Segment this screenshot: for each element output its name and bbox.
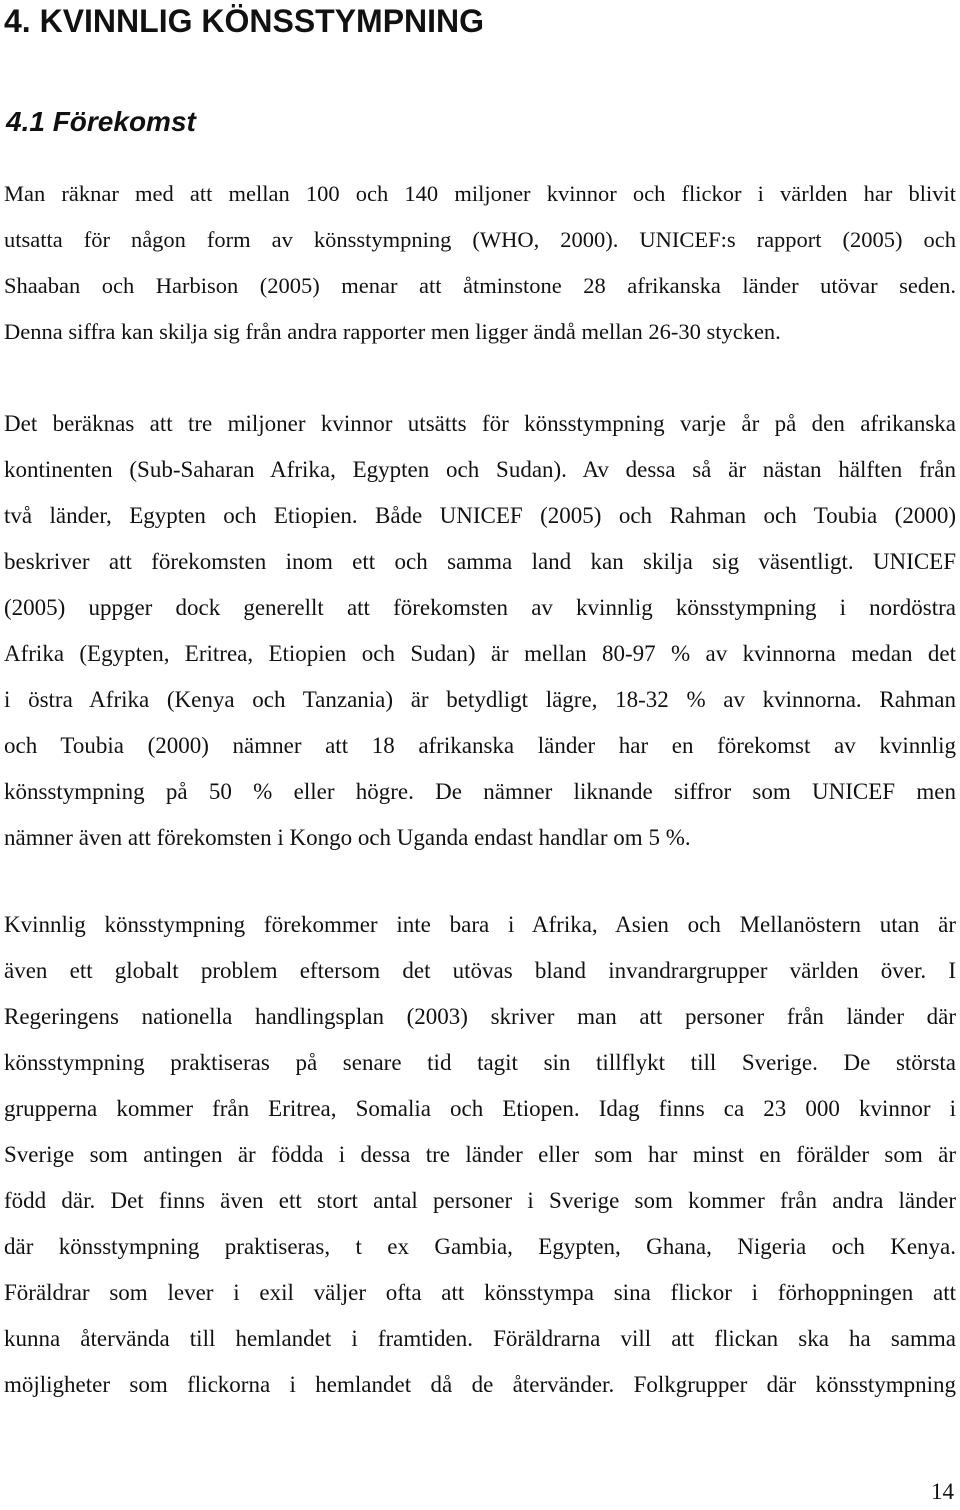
text-line: kunna återvända till hemlandet i framtiden. Föräldrarna vill att flickan ska ha samma — [4, 1326, 956, 1351]
chapter-heading: 4. KVINNLIG KÖNSSTYMPNING — [4, 3, 485, 39]
text-line: Det beräknas att tre miljoner kvinnor utsätts för könsstympning varje år på den afrikanska — [4, 411, 956, 436]
text-line: kontinenten (Sub-Saharan Afrika, Egypten och Sudan). Av dessa så är nästan hälften från — [4, 457, 956, 482]
text-line: Afrika (Egypten, Eritrea, Etiopien och Sudan) är mellan 80-97 % av kvinnorna medan det — [4, 641, 956, 666]
text-line: (2005) uppger dock generellt att förekomsten av kvinnlig könsstympning i nordöstra — [4, 595, 956, 620]
text-line: beskriver att förekomsten inom ett och samma land kan skilja sig väsentligt. UNICEF — [4, 549, 956, 574]
text-line: könsstympning praktiseras på senare tid tagit sin tillflykt till Sverige. De största — [4, 1050, 956, 1075]
text-line: två länder, Egypten och Etiopien. Både UNICEF (2005) och Rahman och Toubia (2000) — [4, 503, 956, 528]
text-line: nämner även att förekomsten i Kongo och Uganda endast handlar om 5 %. — [4, 825, 691, 850]
text-line: möjligheter som flickorna i hemlandet då de återvänder. Folkgrupper där könsstympning — [4, 1372, 956, 1397]
text-line: i östra Afrika (Kenya och Tanzania) är betydligt lägre, 18-32 % av kvinnorna. Rahman — [4, 687, 956, 712]
text-line: där könsstympning praktiseras, t ex Gambia, Egypten, Ghana, Nigeria och Kenya. — [4, 1234, 956, 1259]
text-line: Kvinnlig könsstympning förekommer inte bara i Afrika, Asien och Mellanöstern utan är — [4, 912, 956, 937]
text-line: Man räknar med att mellan 100 och 140 miljoner kvinnor och flickor i världen har blivit — [4, 181, 956, 206]
text-line: Denna siffra kan skilja sig från andra rapporter men ligger ändå mellan 26-30 stycken. — [4, 319, 781, 344]
text-line: Föräldrar som lever i exil väljer ofta att könsstympa sina flickor i förhoppningen att — [4, 1280, 956, 1305]
text-line: född där. Det finns även ett stort antal personer i Sverige som kommer från andra länder — [4, 1188, 956, 1213]
text-line: även ett globalt problem eftersom det utövas bland invandrargrupper världen över. I — [4, 958, 956, 983]
section-heading: 4.1 Förekomst — [6, 106, 196, 137]
text-line: Shaaban och Harbison (2005) menar att åtminstone 28 afrikanska länder utövar seden. — [4, 273, 956, 298]
page-number: 14 — [931, 1479, 954, 1504]
text-line: könsstympning på 50 % eller högre. De nämner liknande siffror som UNICEF men — [4, 779, 956, 804]
text-line: utsatta för någon form av könsstympning (WHO, 2000). UNICEF:s rapport (2005) och — [4, 227, 956, 252]
text-line: Regeringens nationella handlingsplan (2003) skriver man att personer från länder där — [4, 1004, 956, 1029]
text-line: grupperna kommer från Eritrea, Somalia och Etiopen. Idag finns ca 23 000 kvinnor i — [4, 1096, 956, 1121]
text-line: och Toubia (2000) nämner att 18 afrikanska länder har en förekomst av kvinnlig — [4, 733, 956, 758]
text-line: Sverige som antingen är födda i dessa tre länder eller som har minst en förälder som är — [4, 1142, 956, 1167]
